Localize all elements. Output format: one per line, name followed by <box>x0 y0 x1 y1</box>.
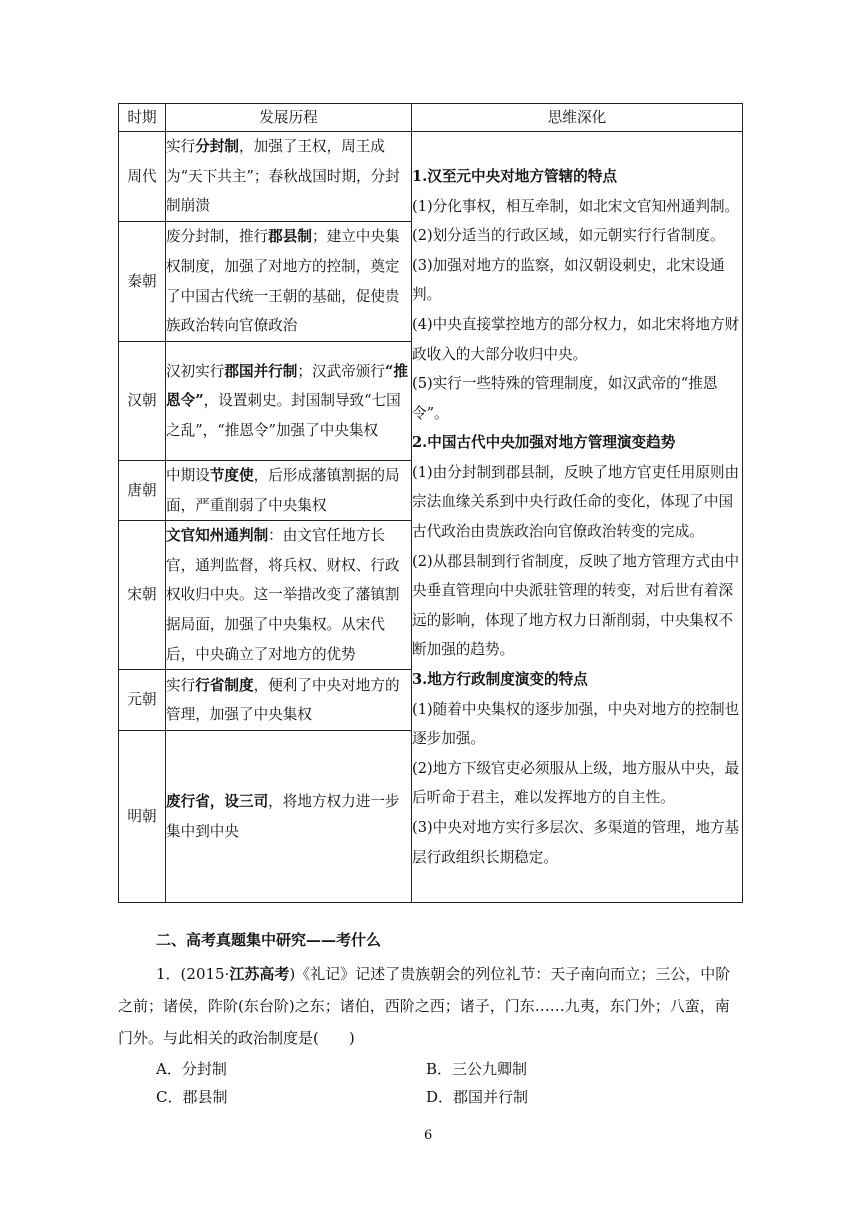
deepening-point: (2)地方下级官吏必须服从上级，地方服从中央，最后听命于君主，难以发挥地方的自主性。 <box>412 759 740 807</box>
page-number: 6 <box>424 1128 433 1143</box>
deepening-point: (5)实行一些特殊的管理制度，如汉武帝的“推恩令”。 <box>412 375 718 422</box>
option-label: B． <box>426 1060 453 1078</box>
history-text: 实行 <box>166 138 196 156</box>
deepening-point: (1)分化事权，相互牵制，如北宋文官知州通判制。 <box>412 197 740 215</box>
table-row <box>119 132 743 222</box>
table-header-row <box>119 104 743 132</box>
period-cell: 周代 <box>119 132 166 222</box>
option-label: C． <box>156 1088 183 1106</box>
deepening-point: (2)从郡县制到行省制度，反映了地方管理方式由中央垂直管理向中央派驻管理的转变，对后世有着深远的影响，体现了地方权力日渐削弱，中央集权不断加强的趋势。 <box>412 552 740 659</box>
option-b <box>426 1058 527 1079</box>
table-body <box>119 132 743 903</box>
period-cell: 汉朝 <box>119 342 166 461</box>
history-key-term: 行省制度 <box>195 676 254 694</box>
period-cell: 宋朝 <box>119 521 166 670</box>
history-cell <box>166 521 412 670</box>
option-c <box>156 1086 228 1107</box>
history-cell <box>166 461 412 521</box>
question-number: 1． <box>156 965 181 983</box>
period-cell: 元朝 <box>119 670 166 731</box>
period-cell: 秦朝 <box>119 222 166 342</box>
deepening-point: (2)划分适当的行政区域，如元朝实行行省制度。 <box>412 227 725 245</box>
history-cell <box>166 731 412 903</box>
option-text: 三公九卿制 <box>452 1060 528 1078</box>
deepening-heading: 2.中国古代中央加强对地方管理演变趋势 <box>412 434 676 452</box>
history-text: ，后形成藩镇割据的局面，严重削弱了中央集权 <box>166 467 400 514</box>
deepening-heading: 1.汉至元中央对地方管辖的特点 <box>412 167 617 185</box>
header-period: 时期 <box>119 104 166 132</box>
question-1 <box>118 958 742 1054</box>
option-text: 郡县制 <box>182 1088 228 1106</box>
history-cell <box>166 670 412 731</box>
option-text: 郡国并行制 <box>453 1088 529 1106</box>
question-text: 《礼记》记述了贵族朝会的列位礼节：天子南向而立；三公，中阶之前；诸侯，阼阶(东台阶)之东；诸伯，西阶之西；诸子，门东……九夷，东门外；八蛮，南门外。与此相关的政治制度是( ) <box>118 965 731 1047</box>
option-a <box>156 1058 227 1079</box>
option-label: D． <box>426 1088 454 1106</box>
option-d <box>426 1086 528 1107</box>
history-cell <box>166 132 412 222</box>
history-cell <box>166 222 412 342</box>
history-text: 中期设 <box>166 467 210 484</box>
deepening-point: (4)中央直接掌控地方的部分权力，如北宋将地方财政收入的大部分收归中央。 <box>412 315 740 363</box>
history-text: 废分封制，推行 <box>166 228 269 246</box>
question-source-prefix: (2015· <box>180 965 230 983</box>
option-label: A． <box>156 1060 182 1078</box>
history-key-term: 废行省，设三司 <box>166 793 269 811</box>
deepening-point: (1)由分封制到郡县制，反映了地方官吏任用原则由宗法血缘关系到中央行政任命的变化，体现了中国古代政治由贵族政治向官僚政治转变的完成。 <box>412 463 740 541</box>
deepening-point: (1)随着中央集权的逐步加强，中央对地方的控制也逐步加强。 <box>412 700 740 748</box>
history-text: ，加强了王权，周王成为“天下共主”；春秋战国时期，分封制崩溃 <box>166 138 400 215</box>
history-key-term: 文官知州通判制 <box>166 527 269 545</box>
history-text: ；汉武帝颁行 <box>297 362 385 380</box>
period-cell: 明朝 <box>119 731 166 903</box>
history-text: ：由文官任地方长官，通判监督，将兵权、财权、行政权收归中央。这一举措改变了藩镇割据局面，加强了中央集权。从宋代后，中央确立了对地方的优势 <box>166 527 400 663</box>
header-deepening: 思维深化 <box>412 104 743 132</box>
history-text: 汉初实行 <box>166 362 225 380</box>
history-text: ，设置刺史。封国制导致“七国之乱”，“推恩令”加强了中央集权 <box>166 392 401 439</box>
deepening-cell <box>412 132 743 903</box>
deepening-content <box>412 162 742 872</box>
history-key-term: 节度使 <box>209 467 254 484</box>
history-table <box>118 103 743 903</box>
period-cell: 唐朝 <box>119 461 166 521</box>
question-source-suffix: ) <box>289 965 296 983</box>
header-history: 发展历程 <box>166 104 412 132</box>
history-key-term: 分封制 <box>195 138 239 156</box>
deepening-point: (3)加强对地方的监察，如汉朝设刺史，北宋设通判。 <box>412 256 725 304</box>
history-text: 实行 <box>166 676 196 694</box>
history-cell <box>166 342 412 461</box>
section-title: 二、高考真题集中研究——考什么 <box>156 931 382 949</box>
deepening-heading: 3.地方行政制度演变的特点 <box>412 671 588 689</box>
history-text: ；建立中央集权制度，加强了对地方的控制，奠定了中国古代统一王朝的基础，促使贵族政治转向官僚政治 <box>166 228 400 335</box>
history-key-term: 郡国并行制 <box>224 362 298 380</box>
history-key-term: 郡县制 <box>268 228 312 246</box>
option-text: 分封制 <box>181 1060 227 1078</box>
question-source: 江苏高考 <box>229 965 290 983</box>
deepening-point: (3)中央对地方实行多层次、多渠道的管理，地方基层行政组织长期稳定。 <box>412 819 740 866</box>
history-key-term: “推恩令” <box>166 362 408 410</box>
history-text: ，将地方权力进一步集中到中央 <box>166 793 400 840</box>
history-text: ，便利了中央对地方的管理，加强了中央集权 <box>166 676 400 724</box>
